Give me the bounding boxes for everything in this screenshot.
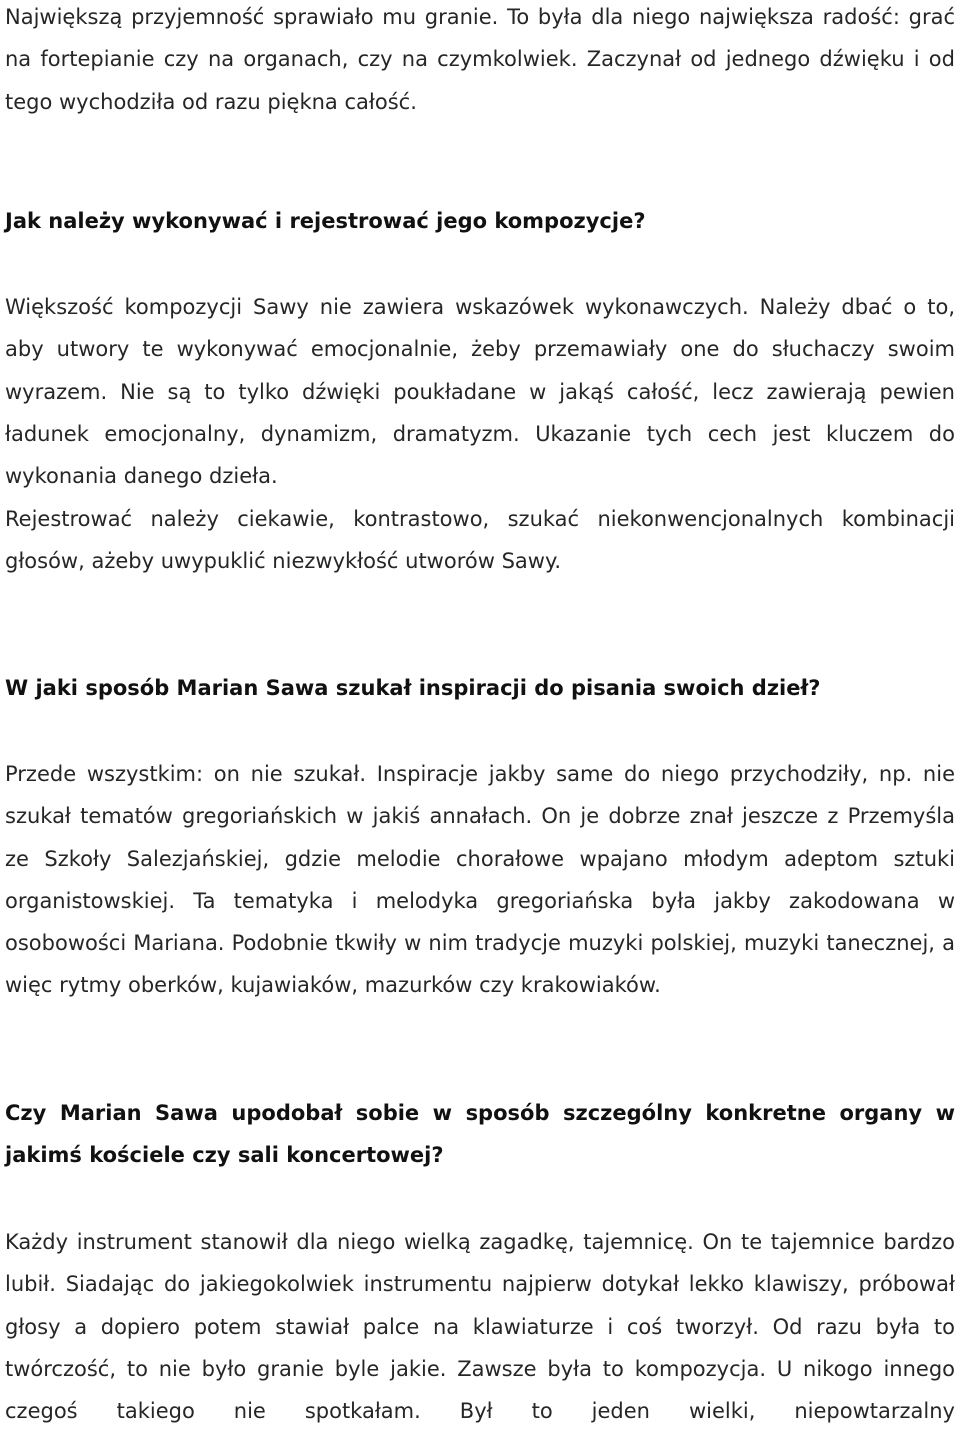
heading-inspiration: W jaki sposób Marian Sawa szukał inspiracji do pisania swoich dzieł?	[5, 676, 821, 700]
paragraph-playing: Największą przyjemność sprawiało mu granie. To była dla niego największa radość: grać na fortepianie czy na organach, czy na czymkolwiek. Zaczynał od jednego dźwięku i od tego wychodziła od razu piękna całość.	[5, 5, 955, 114]
heading-performance: Jak należy wykonywać i rejestrować jego kompozycje?	[5, 209, 646, 233]
paragraph-performance: Większość kompozycji Sawy nie zawiera wskazówek wykonawczych. Należy dbać o to, aby utwory te wykonywać emocjonalnie, żeby przemawiały one do słuchaczy swoim wyrazem. Nie są to tylko dźwięki poukładane w jakąś całość, lecz zawierają pewien ładunek emocjonalny, dynamizm, dramatyzm. Ukazanie tych cech jest kluczem do wykonania danego dzieła.	[5, 295, 955, 489]
paragraph-instruments: Każdy instrument stanowił dla niego wielką zagadkę, tajemnicę. On te tajemnice bardzo lubił. Siadając do jakiegokolwiek instrumentu najpierw dotykał lekko klawiszy, próbował głosy a dopiero potem stawiał palce na klawiaturze i coś tworzył. Od razu była to twórczość, to nie było granie byle jakie. Zawsze była to kompozycja. U nikogo innego czegoś takiego nie spotkałam. Był to jeden wielki, niepowtarzalny	[5, 1230, 955, 1424]
paragraph-registration: Rejestrować należy ciekawie, kontrastowo, szukać niekonwencjonalnych kombinacji głosów, ażeby uwypuklić niezwykłość utworów Sawy.	[5, 507, 955, 574]
heading-organs: Czy Marian Sawa upodobał sobie w sposób szczególny konkretne organy w jakimś kościele czy sali koncertowej?	[5, 1101, 955, 1168]
paragraph-inspiration: Przede wszystkim: on nie szukał. Inspiracje jakby same do niego przychodziły, np. nie szukał tematów gregoriańskich w jakiś annałach. On je dobrze znał jeszcze z Przemyśla ze Szkoły Salezjańskiej, gdzie melodie chorałowe wpajano młodym adeptom sztuki organistowskiej. Ta tematyka i melodyka gregoriańska była jakby zakodowana w osobowości Mariana. Podobnie tkwiły w nim tradycje muzyki polskiej, muzyki tanecznej, a więc rytmy oberków, kujawiaków, mazurków czy krakowiaków.	[5, 762, 955, 998]
